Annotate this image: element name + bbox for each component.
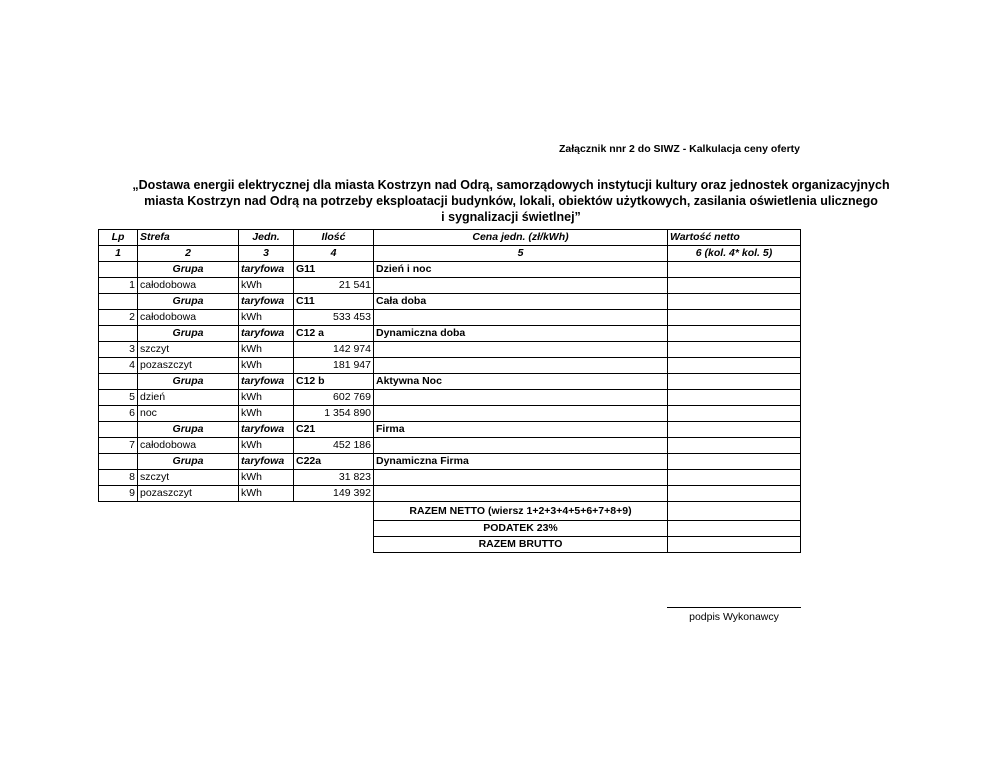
row-ilosc: 1 354 890: [294, 406, 374, 422]
row-ilosc: 181 947: [294, 358, 374, 374]
signature-line: [667, 607, 801, 608]
summary-row-brutto: [99, 537, 801, 553]
group-row: [99, 422, 801, 438]
summary-podatek-label: PODATEK 23%: [374, 521, 668, 537]
summary-brutto-label: RAZEM BRUTTO: [374, 537, 668, 553]
header-wartosc: Wartość netto: [668, 230, 801, 246]
row-ilosc: 452 186: [294, 438, 374, 454]
row-ilosc: 21 541: [294, 278, 374, 294]
row-jedn: kWh: [239, 342, 294, 358]
row-strefa: całodobowa: [138, 310, 239, 326]
header-num-5: 5: [374, 246, 668, 262]
price-calculation-table: [98, 229, 801, 553]
row-wartosc-cell[interactable]: [668, 438, 801, 454]
summary-podatek-value[interactable]: [668, 521, 801, 537]
row-strefa: dzień: [138, 390, 239, 406]
title-line: miasta Kostrzyn nad Odrą na potrzeby eksploatacji budynków, lokali, obiektów użytkowych, zasilania oświetlenia ulicznego: [144, 194, 878, 208]
row-wartosc-cell[interactable]: [668, 470, 801, 486]
table-row: [99, 278, 801, 294]
row-ilosc: 533 453: [294, 310, 374, 326]
row-wartosc-cell[interactable]: [668, 310, 801, 326]
group-label: Grupa: [138, 326, 239, 342]
table-row: [99, 486, 801, 502]
title-line: „Dostawa energii elektrycznej dla miasta Kostrzyn nad Odrą, samorządowych instytucji kultury oraz jednostek organizacyjnych: [132, 178, 890, 192]
row-lp: 3: [99, 342, 138, 358]
tariff-label: taryfowa: [239, 326, 294, 342]
row-strefa: pozaszczyt: [138, 486, 239, 502]
summary-brutto-value[interactable]: [668, 537, 801, 553]
row-lp: 1: [99, 278, 138, 294]
row-cena-cell[interactable]: [374, 342, 668, 358]
row-cena-cell[interactable]: [374, 310, 668, 326]
row-cena-cell[interactable]: [374, 470, 668, 486]
header-num-1: 1: [99, 246, 138, 262]
tariff-code: C21: [294, 422, 374, 438]
row-wartosc-cell[interactable]: [668, 390, 801, 406]
row-jedn: kWh: [239, 470, 294, 486]
tariff-name: Dzień i noc: [374, 262, 668, 278]
row-strefa: pozaszczyt: [138, 358, 239, 374]
tariff-code: C12 b: [294, 374, 374, 390]
group-label: Grupa: [138, 262, 239, 278]
row-lp: 2: [99, 310, 138, 326]
row-jedn: kWh: [239, 358, 294, 374]
table-row: [99, 358, 801, 374]
row-jedn: kWh: [239, 406, 294, 422]
summary-netto-label: RAZEM NETTO (wiersz 1+2+3+4+5+6+7+8+9): [374, 502, 668, 521]
header-num-6: 6 (kol. 4* kol. 5): [668, 246, 801, 262]
row-strefa: noc: [138, 406, 239, 422]
table-row: [99, 406, 801, 422]
row-strefa: szczyt: [138, 342, 239, 358]
tariff-name: Dynamiczna Firma: [374, 454, 668, 470]
row-jedn: kWh: [239, 486, 294, 502]
tariff-label: taryfowa: [239, 262, 294, 278]
group-row: [99, 326, 801, 342]
tariff-name: Cała doba: [374, 294, 668, 310]
header-num-2: 2: [138, 246, 239, 262]
row-jedn: kWh: [239, 390, 294, 406]
row-strefa: całodobowa: [138, 438, 239, 454]
group-label: Grupa: [138, 422, 239, 438]
tariff-code: C12 a: [294, 326, 374, 342]
row-lp: 6: [99, 406, 138, 422]
row-jedn: kWh: [239, 310, 294, 326]
header-jedn: Jedn.: [239, 230, 294, 246]
signature-label: podpis Wykonawcy: [689, 611, 779, 623]
group-label: Grupa: [138, 294, 239, 310]
row-cena-cell[interactable]: [374, 486, 668, 502]
tariff-name: Aktywna Noc: [374, 374, 668, 390]
row-wartosc-cell[interactable]: [668, 278, 801, 294]
header-cena: Cena jedn. (zł/kWh): [374, 230, 668, 246]
header-num-3: 3: [239, 246, 294, 262]
row-strefa: szczyt: [138, 470, 239, 486]
row-strefa: całodobowa: [138, 278, 239, 294]
group-row: [99, 454, 801, 470]
header-num-4: 4: [294, 246, 374, 262]
tariff-code: C11: [294, 294, 374, 310]
tariff-label: taryfowa: [239, 454, 294, 470]
row-ilosc: 602 769: [294, 390, 374, 406]
row-lp: 7: [99, 438, 138, 454]
summary-row-podatek: [99, 521, 801, 537]
title-line: i sygnalizacji świetlnej”: [441, 210, 581, 224]
row-cena-cell[interactable]: [374, 406, 668, 422]
row-ilosc: 149 392: [294, 486, 374, 502]
summary-row-netto: [99, 502, 801, 521]
header-strefa: Strefa: [138, 230, 239, 246]
group-row: [99, 374, 801, 390]
table-row: [99, 470, 801, 486]
tariff-label: taryfowa: [239, 422, 294, 438]
table-row: [99, 310, 801, 326]
row-wartosc-cell[interactable]: [668, 342, 801, 358]
row-jedn: kWh: [239, 438, 294, 454]
row-cena-cell[interactable]: [374, 358, 668, 374]
table-row: [99, 342, 801, 358]
tariff-code: C22a: [294, 454, 374, 470]
row-lp: 4: [99, 358, 138, 374]
row-lp: 8: [99, 470, 138, 486]
row-lp: 9: [99, 486, 138, 502]
row-lp: 5: [99, 390, 138, 406]
header-lp: Lp: [99, 230, 138, 246]
row-ilosc: 142 974: [294, 342, 374, 358]
row-cena-cell[interactable]: [374, 278, 668, 294]
group-row: [99, 262, 801, 278]
table-header-num-row: [99, 246, 801, 262]
row-jedn: kWh: [239, 278, 294, 294]
tariff-name: Firma: [374, 422, 668, 438]
tariff-label: taryfowa: [239, 374, 294, 390]
row-ilosc: 31 823: [294, 470, 374, 486]
summary-netto-value[interactable]: [668, 502, 801, 521]
document-title: [98, 177, 924, 225]
row-cena-cell[interactable]: [374, 390, 668, 406]
header-ilosc: Ilość: [294, 230, 374, 246]
table-header-row: [99, 230, 801, 246]
group-row: [99, 294, 801, 310]
group-label: Grupa: [138, 374, 239, 390]
tariff-label: taryfowa: [239, 294, 294, 310]
row-wartosc-cell[interactable]: [668, 486, 801, 502]
tariff-code: G11: [294, 262, 374, 278]
group-label: Grupa: [138, 454, 239, 470]
row-wartosc-cell[interactable]: [668, 406, 801, 422]
row-wartosc-cell[interactable]: [668, 358, 801, 374]
table-row: [99, 390, 801, 406]
row-cena-cell[interactable]: [374, 438, 668, 454]
table-row: [99, 438, 801, 454]
annex-title: Załącznik nnr 2 do SIWZ - Kalkulacja ceny oferty: [559, 143, 800, 155]
tariff-name: Dynamiczna doba: [374, 326, 668, 342]
